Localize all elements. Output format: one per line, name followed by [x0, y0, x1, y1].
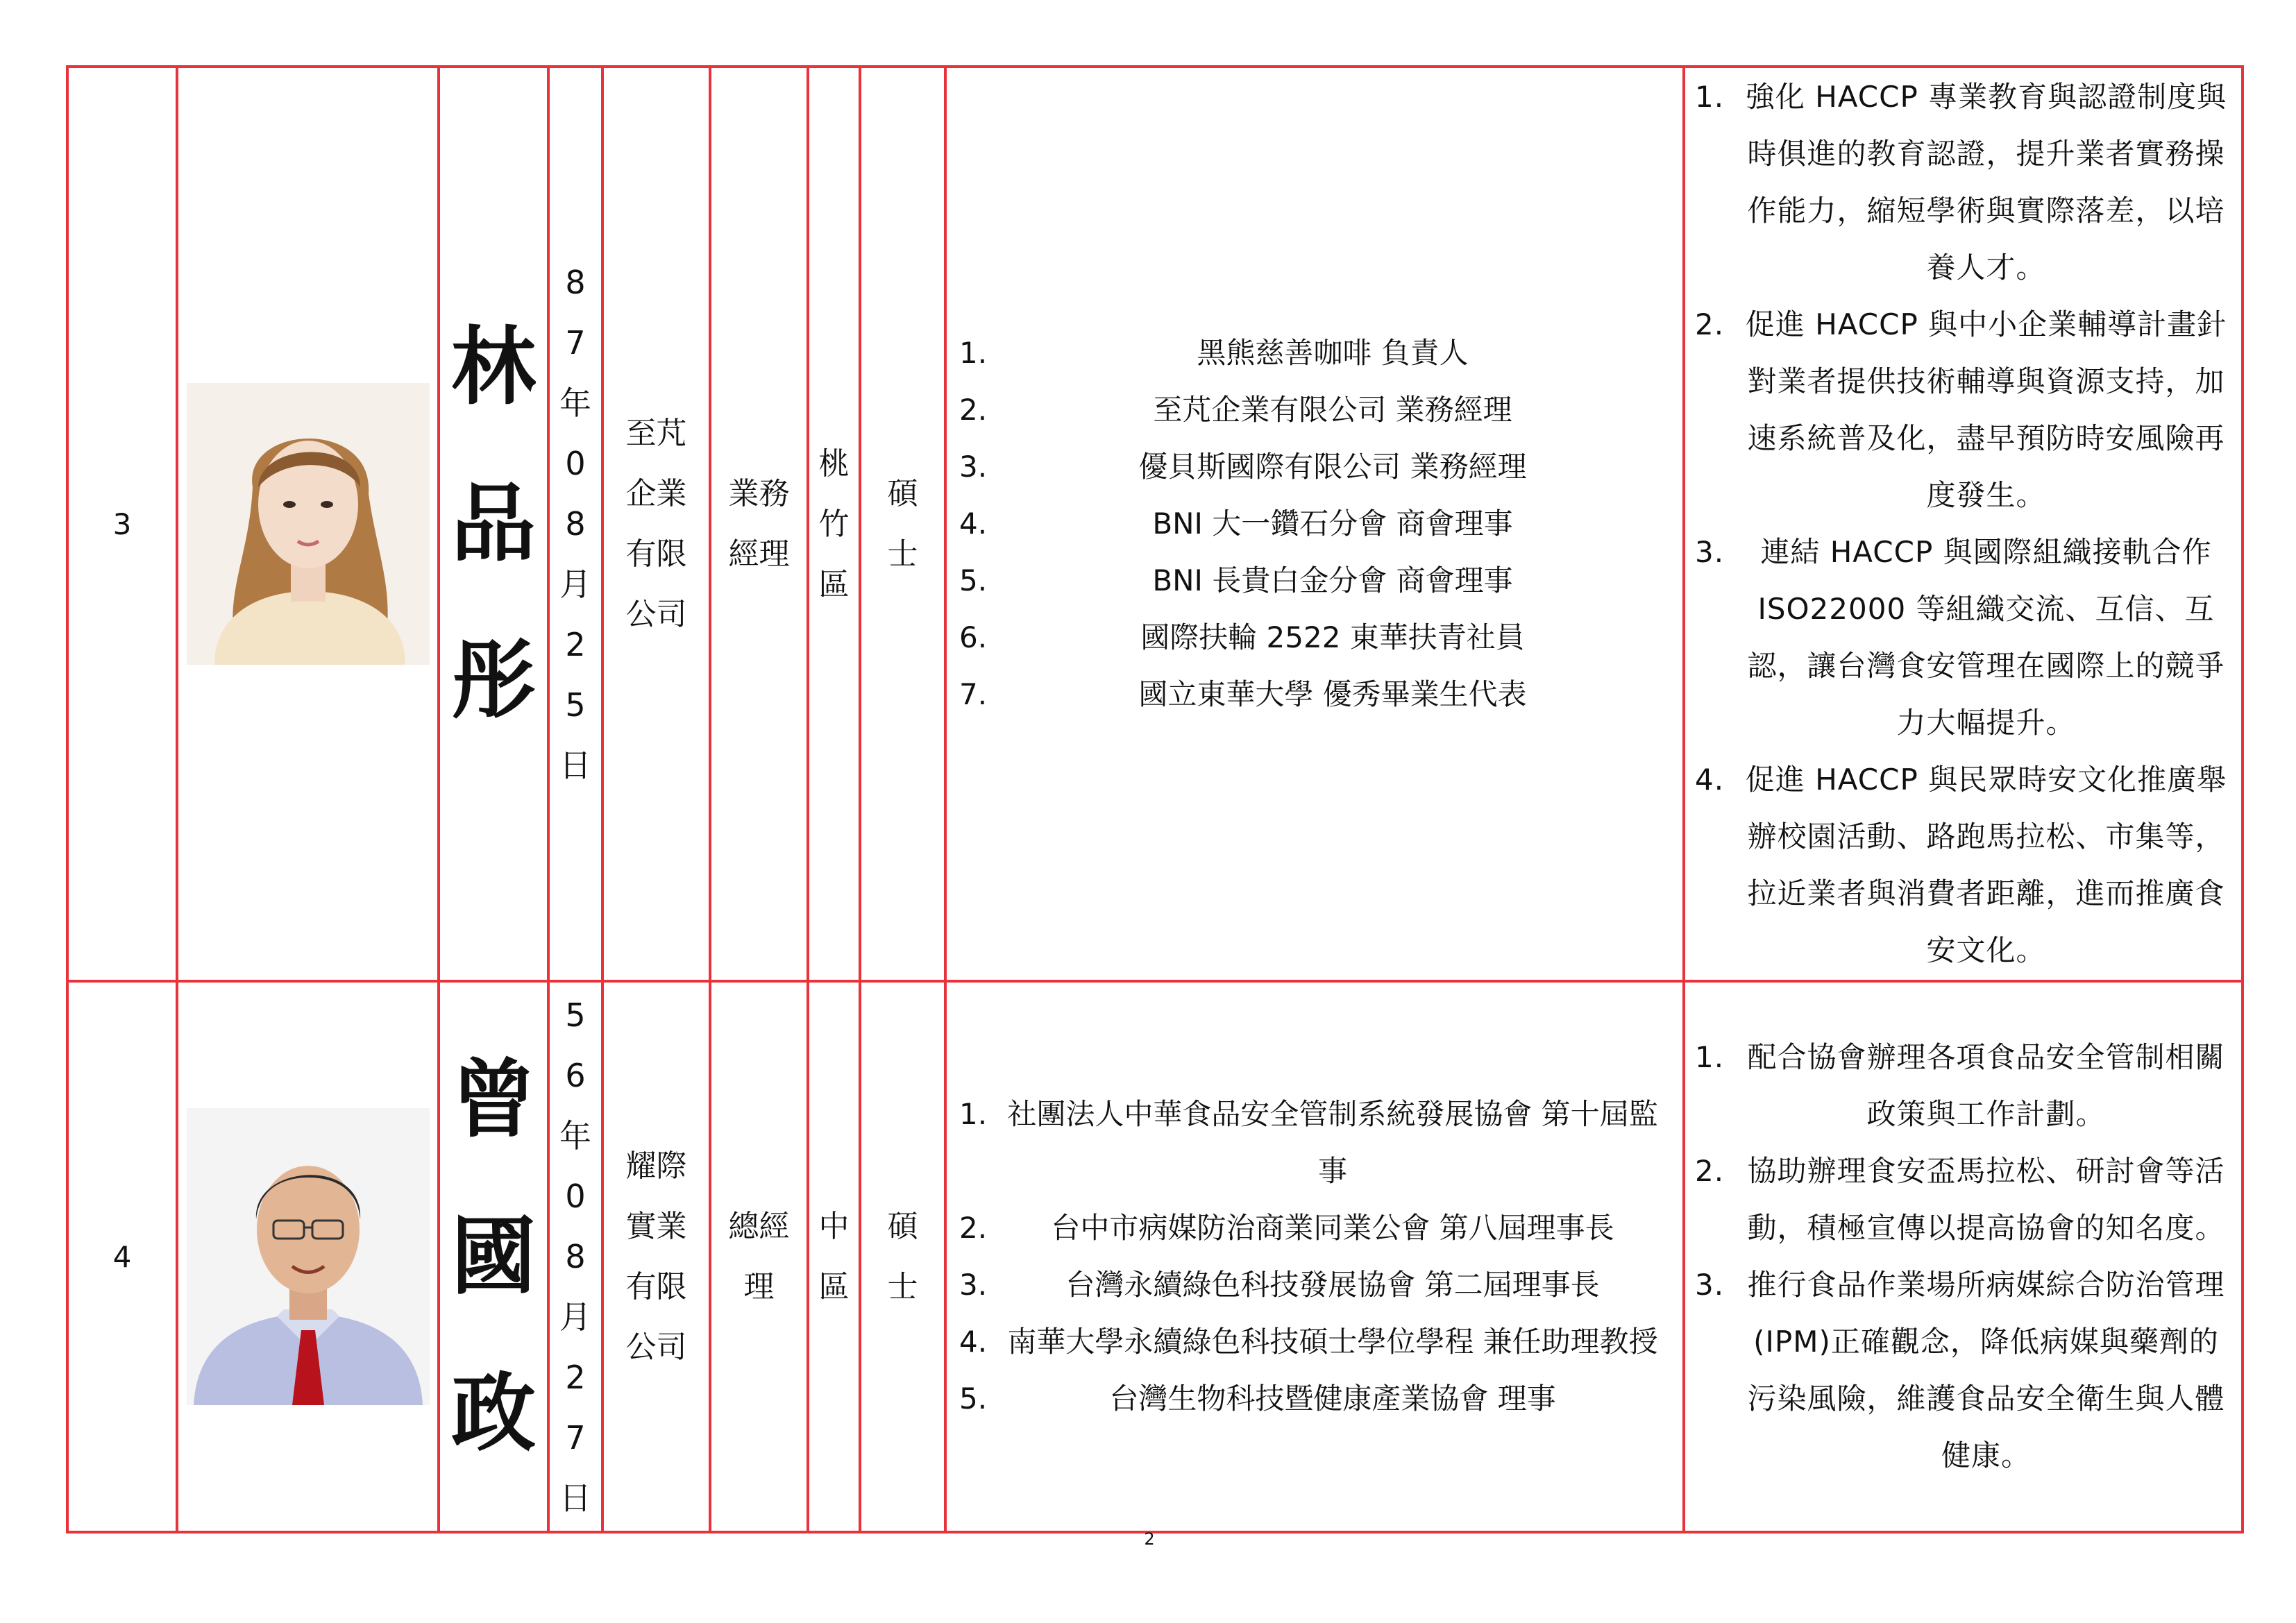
plan-cell	[1684, 67, 2243, 981]
region-char: 區	[818, 566, 850, 602]
company-line: 企業	[625, 476, 687, 511]
degree-char: 士	[887, 1269, 918, 1305]
item-text: 強化 HACCP 專業教育與認證制度與時俱進的教育認證，提升業者實務操作能力，縮短學術與實際落差，以培養人才。	[1745, 80, 2227, 284]
item-number: 2.	[1695, 1154, 1725, 1188]
list-item	[1695, 751, 2231, 979]
item-text: 推行食品作業場所病媒綜合防治管理(IPM)正確觀念，降低病媒與藥劑的污染風險，維護食品安全衛生與人體健康。	[1747, 1268, 2225, 1472]
photo-cell	[177, 981, 439, 1532]
dob-char: 5	[565, 996, 586, 1034]
experience-list	[959, 325, 1669, 723]
dob-char: 年	[559, 384, 591, 422]
item-text: 配合協會辦理各項食品安全管制相關政策與工作計劃。	[1747, 1040, 2225, 1131]
degree-char: 士	[887, 536, 918, 572]
list-item	[959, 1257, 1669, 1314]
item-text: 國立東華大學 優秀畢業生代表	[1138, 677, 1527, 711]
dob-char: 日	[559, 746, 591, 784]
job-title	[710, 981, 808, 1532]
list-item	[959, 666, 1669, 723]
list-item	[1695, 524, 2231, 751]
item-text: 連結 HACCP 與國際組織接軌合作ISO22000 等組織交流、互信、互認，讓台灣食安管理在國際上的競爭力大幅提升。	[1747, 535, 2225, 740]
plan-cell	[1684, 981, 2243, 1532]
title-line: 業務	[728, 476, 790, 511]
item-number: 4.	[959, 507, 988, 541]
item-text: 協助辦理食安盃馬拉松、研討會等活動，積極宣傳以提高協會的知名度。	[1747, 1154, 2225, 1245]
row-index: 4	[67, 981, 177, 1532]
item-number: 1.	[959, 336, 988, 370]
item-text: 南華大學永續綠色科技碩士學位學程 兼任助理教授	[1007, 1325, 1658, 1359]
degree-char: 碩	[887, 476, 918, 511]
company-line: 有限	[625, 1269, 687, 1305]
list-item	[1695, 1029, 2231, 1143]
plan-list	[1695, 1029, 2231, 1484]
list-item	[959, 325, 1669, 382]
experience-cell	[945, 67, 1684, 981]
region	[808, 67, 860, 981]
candidate-name	[439, 67, 548, 981]
company-name	[602, 981, 710, 1532]
list-item	[959, 495, 1669, 552]
candidate-photo	[187, 1108, 430, 1405]
dob-char: 日	[559, 1479, 591, 1517]
dob-char: 年	[559, 1116, 591, 1155]
list-item	[959, 609, 1669, 666]
dob-char: 5	[565, 686, 586, 724]
dob-char: 6	[565, 1056, 586, 1094]
item-number: 3.	[1695, 1268, 1725, 1302]
list-item	[959, 1086, 1669, 1200]
item-number: 1.	[1695, 80, 1725, 114]
table-row	[67, 981, 2243, 1532]
item-number: 4.	[1695, 763, 1725, 797]
item-number: 3.	[959, 1268, 988, 1302]
degree	[860, 981, 945, 1532]
plan-list	[1695, 69, 2231, 979]
list-item	[959, 439, 1669, 495]
dob-char: 月	[559, 1298, 591, 1336]
item-text: BNI 長貴白金分會 商會理事	[1152, 563, 1513, 597]
item-number: 3.	[1695, 535, 1725, 569]
list-item	[959, 552, 1669, 609]
photo-cell	[177, 67, 439, 981]
title-line: 理	[743, 1269, 775, 1305]
region	[808, 981, 860, 1532]
item-text: 台灣永續綠色科技發展協會 第二屆理事長	[1065, 1268, 1600, 1302]
title-line: 總經	[728, 1209, 790, 1244]
item-number: 3.	[959, 450, 988, 484]
name-char: 政	[451, 1364, 536, 1463]
region-char: 區	[818, 1269, 850, 1305]
list-item	[959, 1370, 1669, 1427]
name-char: 國	[451, 1207, 536, 1306]
item-text: 促進 HACCP 與民眾時安文化推廣舉辦校園活動、路跑馬拉松、市集等，拉近業者與消費者距離，進而推廣食安文化。	[1745, 763, 2227, 967]
candidate-name	[439, 981, 548, 1532]
item-text: BNI 大一鑽石分會 商會理事	[1152, 507, 1513, 541]
candidate-photo	[187, 383, 430, 665]
item-number: 7.	[959, 677, 988, 711]
item-number: 1.	[1695, 1040, 1725, 1074]
item-number: 2.	[959, 1211, 988, 1245]
title-line: 經理	[728, 536, 790, 572]
item-text: 社團法人中華食品安全管制系統發展協會 第十屆監事	[1007, 1097, 1658, 1188]
company-line: 有限	[625, 536, 687, 572]
company-name	[602, 67, 710, 981]
dob-char: 8	[565, 504, 586, 543]
degree	[860, 67, 945, 981]
company-line: 公司	[625, 1329, 687, 1365]
item-number: 4.	[959, 1325, 988, 1359]
list-item	[959, 1200, 1669, 1257]
company-line: 公司	[625, 597, 687, 632]
birth-date	[548, 981, 602, 1532]
name-char: 曾	[451, 1051, 536, 1149]
dob-char: 8	[565, 1237, 586, 1275]
list-item	[959, 1314, 1669, 1370]
table-row	[67, 67, 2243, 981]
name-char: 彤	[451, 631, 536, 730]
item-number: 5.	[959, 563, 988, 597]
experience-cell	[945, 981, 1684, 1532]
region-char: 中	[818, 1209, 850, 1244]
page-number: 2	[1144, 1529, 1155, 1549]
list-item	[1695, 296, 2231, 524]
row-index: 3	[67, 67, 177, 981]
list-item	[1695, 1143, 2231, 1257]
candidate-table	[66, 65, 2244, 1533]
item-number: 6.	[959, 620, 988, 654]
item-text: 國際扶輪 2522 東華扶青社員	[1140, 620, 1525, 654]
dob-char: 0	[565, 444, 586, 482]
dob-char: 2	[565, 625, 586, 663]
company-line: 耀際	[625, 1148, 687, 1184]
experience-list	[959, 1086, 1669, 1427]
birth-date	[548, 67, 602, 981]
dob-char: 8	[565, 263, 586, 301]
item-text: 台灣生物科技暨健康產業協會 理事	[1109, 1382, 1556, 1416]
list-item	[1695, 1257, 2231, 1484]
job-title	[710, 67, 808, 981]
region-char: 竹	[818, 506, 850, 542]
name-char: 品	[451, 475, 536, 573]
item-text: 至芃企業有限公司 業務經理	[1153, 393, 1512, 427]
item-number: 2.	[959, 393, 988, 427]
dob-char: 0	[565, 1177, 586, 1215]
dob-char: 7	[565, 323, 586, 362]
list-item	[959, 382, 1669, 439]
region-char: 桃	[818, 445, 850, 482]
item-text: 促進 HACCP 與中小企業輔導計畫針對業者提供技術輔導與資源支持，加速系統普及化，盡早預防時安風險再度發生。	[1745, 307, 2227, 512]
name-char: 林	[451, 318, 536, 416]
dob-char: 7	[565, 1418, 586, 1456]
item-number: 1.	[959, 1097, 988, 1131]
company-line: 至芃	[625, 416, 687, 451]
item-text: 優貝斯國際有限公司 業務經理	[1138, 450, 1527, 484]
company-line: 實業	[625, 1209, 687, 1244]
list-item	[1695, 69, 2231, 296]
item-text: 台中市病媒防治商業同業公會 第八屆理事長	[1051, 1211, 1614, 1245]
item-number: 5.	[959, 1382, 988, 1416]
item-number: 2.	[1695, 307, 1725, 341]
degree-char: 碩	[887, 1209, 918, 1244]
dob-char: 月	[559, 565, 591, 603]
dob-char: 2	[565, 1358, 586, 1396]
item-text: 黑熊慈善咖啡 負責人	[1197, 336, 1469, 370]
